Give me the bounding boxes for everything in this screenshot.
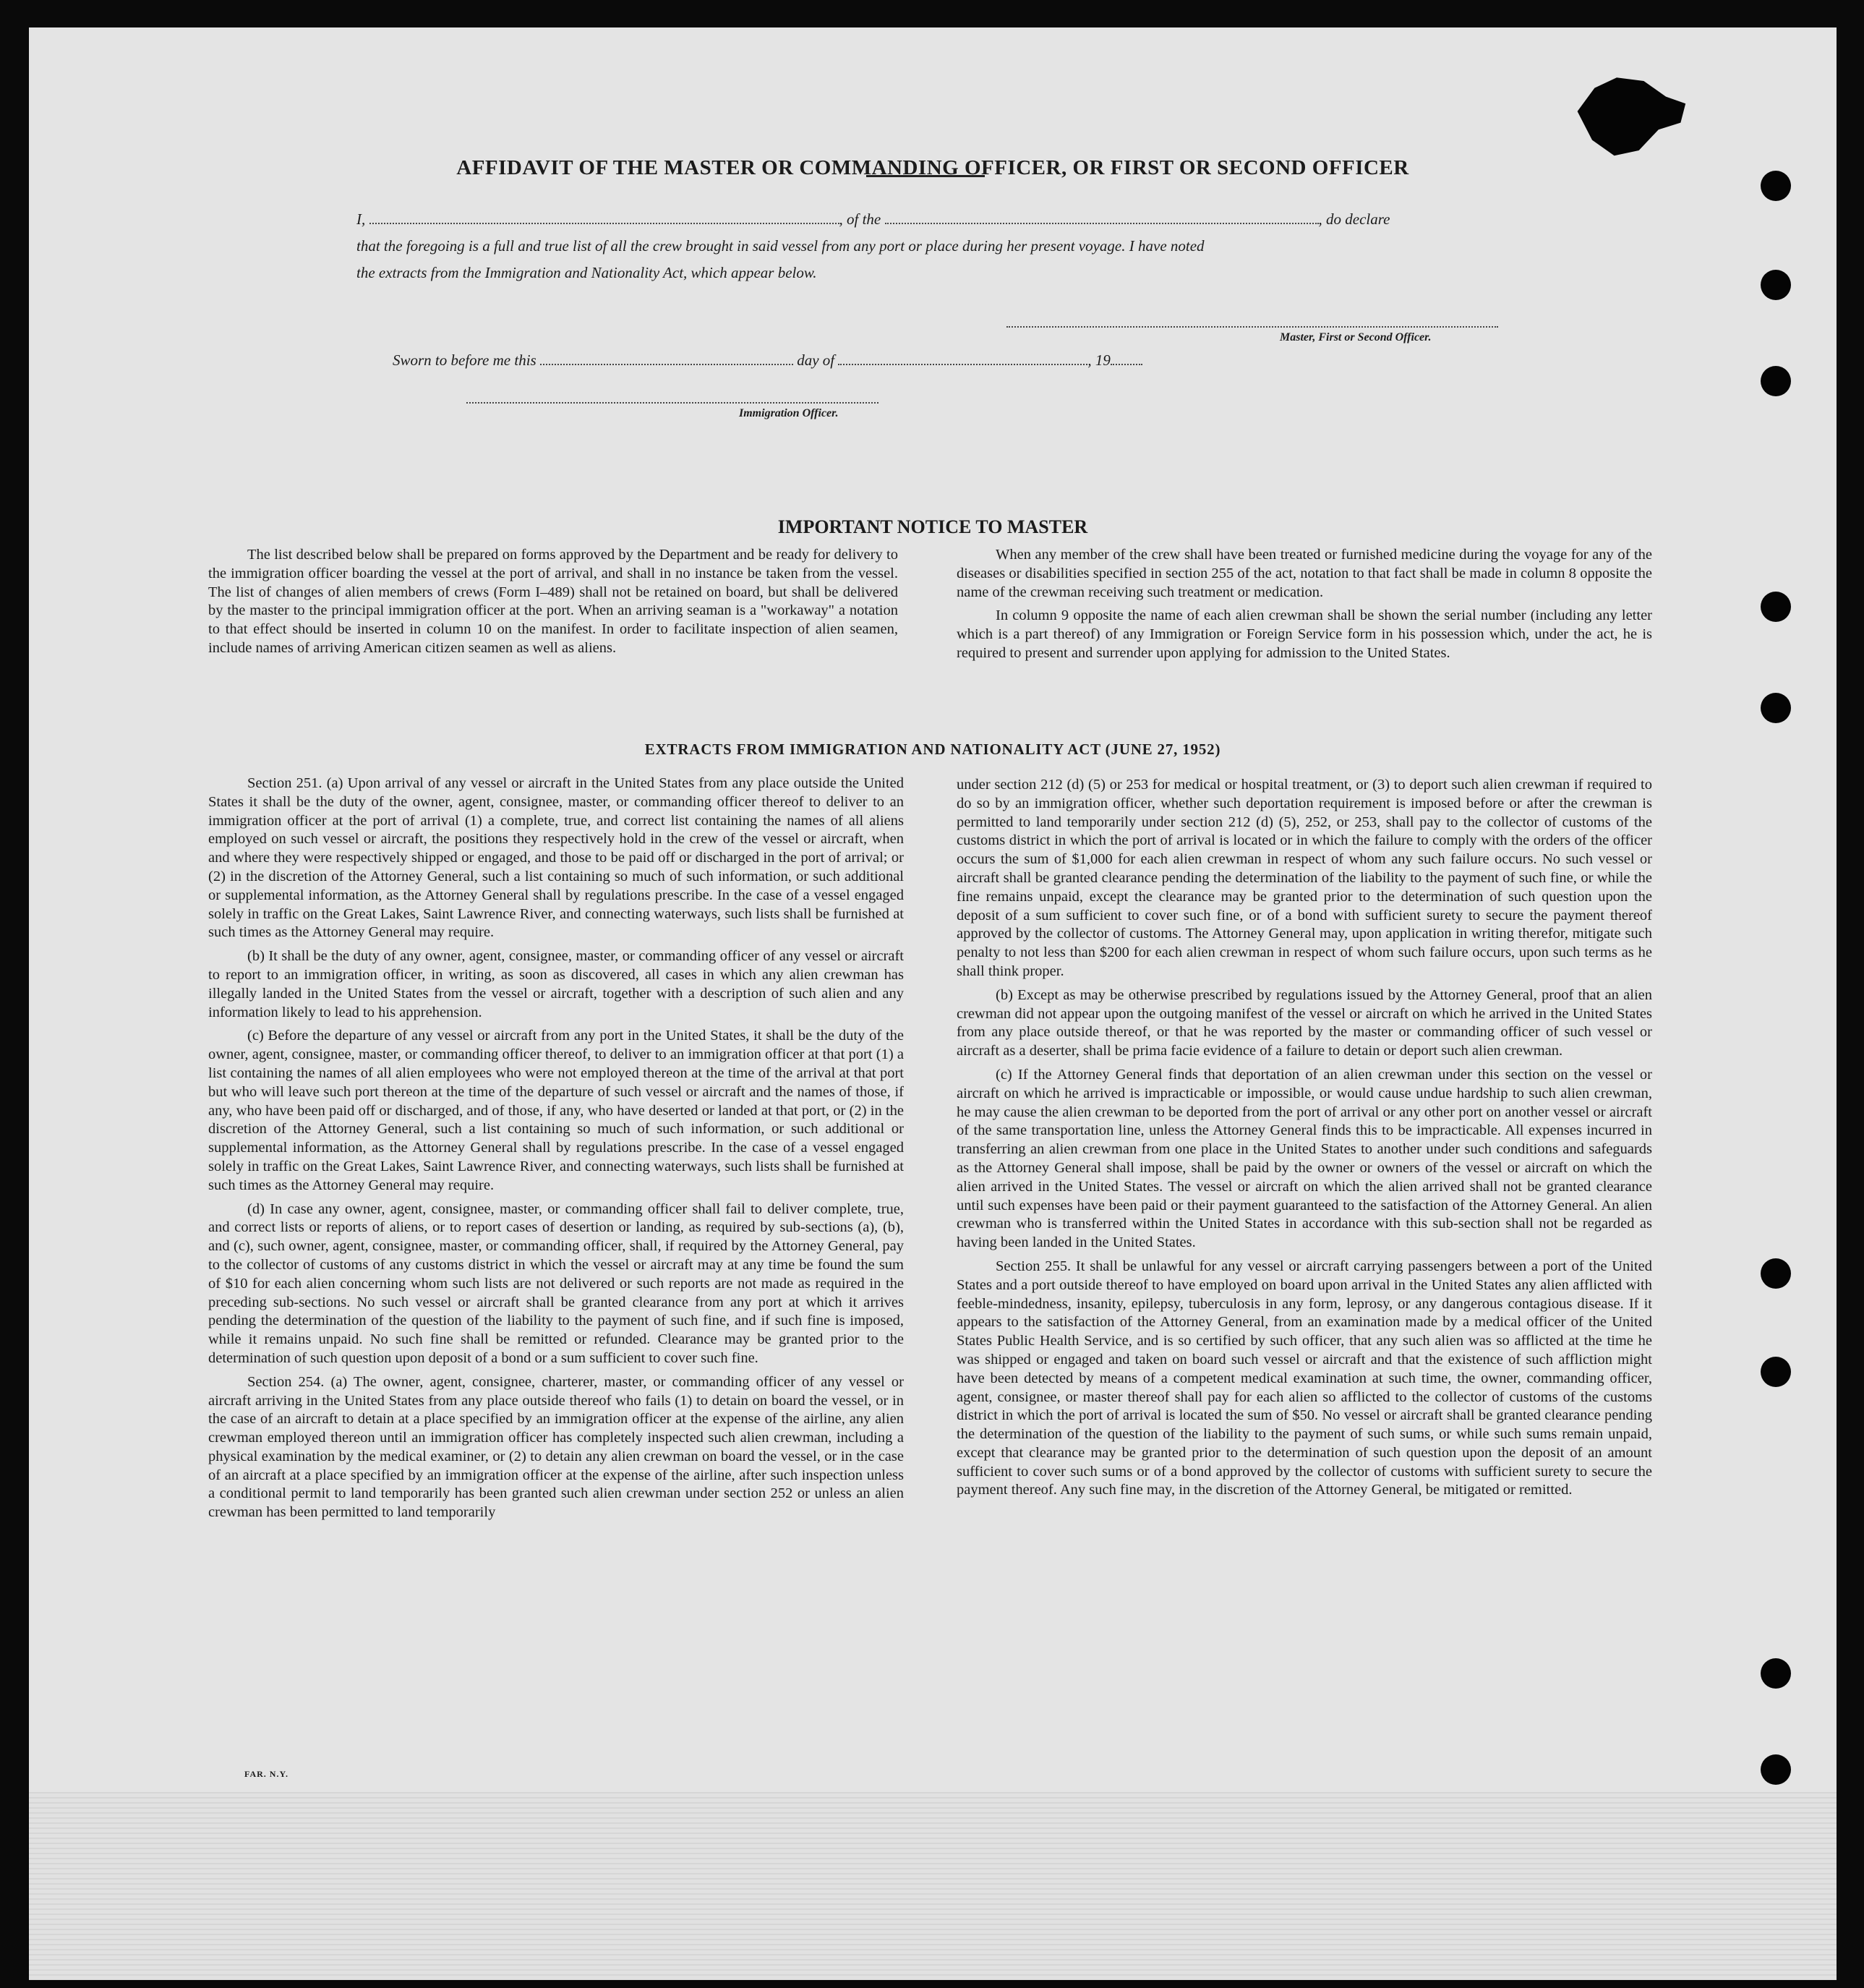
i-label: I, xyxy=(356,210,366,228)
notice-right xyxy=(957,546,1652,668)
sworn-label: Sworn to before me this xyxy=(393,351,536,369)
master-signature-line[interactable] xyxy=(1006,326,1498,328)
extract-paragraph: (d) In case any owner, agent, consignee, master, or commanding officer shall fail to deliver complete, true, and correct lists or reports of aliens, or to report cases of desertion or landing, as required by sub-sections (a), (b), and (c), such owner, agent, consignee, master, or commanding officer, shall, if required by the Attorney General, pay to the collector of customs of any customs district in which the vessel or aircraft may at any time be found the sum of $10 for each alien concerning whom such lists are not delivered or such reports are not made as required in the preceding sub-sections. No such vessel or aircraft shall be granted clearance from any port at which it arrives pending the determination of the question of the liability to the payment of such fine, and if such fine is imposed, while it remains unpaid. No such fine shall be remitted or refunded. Clearance may be granted prior to the determination of such question upon deposit of a bond or a sum sufficient to cover such fine. xyxy=(208,1200,904,1366)
officer-caption: Immigration Officer. xyxy=(739,407,839,419)
sworn-day-field[interactable] xyxy=(540,351,793,365)
extracts-title: EXTRACTS FROM IMMIGRATION AND NATIONALITY ACT (JUNE 27, 1952) xyxy=(644,741,1221,758)
extracts-right xyxy=(957,776,1652,1505)
notice-paragraph: The list described below shall be prepared on forms approved by the Department and be ready for delivery to the immigration officer boarding the vessel at the port of arrival, and shall in no instance be taken from the vessel. The list of changes of alien members of crews (Form I–489) shall not be retained on board, but shall be delivered by the master to the principal immigration officer at the port. When an arriving seaman is a "workaway" a notation to that effect should be inserted in column 10 on the manifest. In order to facilitate inspection of alien seamen, include names of arriving American citizen seamen as well as aliens. xyxy=(208,547,898,656)
sworn-month-field[interactable] xyxy=(838,351,1087,365)
do-declare-label: , do declare xyxy=(1318,210,1390,228)
punch-hole xyxy=(1761,1658,1791,1689)
year-label: , 19 xyxy=(1087,351,1111,369)
extract-paragraph: under section 212 (d) (5) or 253 for medical or hospital treatment, or (3) to deport such alien crewman if required to do so by an immigration officer, whether such deportation requirement is imposed before or after the crewman is permitted to land temporarily under section 212 (d) (5), 252, or 253, shall pay to the collector of customs of the customs district in which the port of arrival is located or in which the failure to comply with the orders of the officer occurs the sum of $1,000 for each alien crewman in respect of whom any such failure occurs. No such vessel or aircraft shall be granted clearance pending the determination of the liability to the payment of such fine, or while the fine remains unpaid, except the clearance may be granted prior to the determination of such question upon the deposit of a sum sufficient to cover such fine, or of a bond with sufficient surety to secure the payment thereof approved by the collector of customs. The Attorney General may, upon application in writing therefor, mitigate such penalty to not less than $200 for each alien crewman in respect of whom such failure occurs, upon such terms as he shall think proper. xyxy=(957,777,1652,979)
title-rule xyxy=(866,175,985,177)
punch-hole xyxy=(1761,1357,1791,1387)
affidavit-title: AFFIDAVIT OF THE MASTER OR COMMANDING OFFICER, OR FIRST OR SECOND OFFICER xyxy=(456,156,1409,179)
punch-hole xyxy=(1761,693,1791,723)
extract-paragraph: (b) Except as may be otherwise prescribed by regulations issued by the Attorney General, proof that an alien crewman did not appear upon the outgoing manifest of the vessel or aircraft on which he arrived in the United States from any place outside thereof, or that he was reported by the master or commanding officer of such vessel or aircraft as a deserter, shall be prima facie evidence of a failure to detain or deport such alien crewman. xyxy=(957,986,1652,1059)
extracts-left xyxy=(208,775,904,1527)
of-the-label: , of the xyxy=(839,210,881,228)
day-of-label: day of xyxy=(797,351,835,369)
punch-hole xyxy=(1761,1754,1791,1785)
declaration-line-2: that the foregoing is a full and true list of all the crew brought in said vessel from any port or place during her present voyage. I have noted xyxy=(356,237,1205,255)
punch-hole xyxy=(1761,366,1791,396)
form-page xyxy=(29,27,1837,1980)
notice-title: IMPORTANT NOTICE TO MASTER xyxy=(777,516,1088,537)
declare-line xyxy=(356,210,1390,229)
scan-streak xyxy=(29,1792,1837,1980)
notice-paragraph: In column 9 opposite the name of each alien crewman shall be shown the serial number (including any letter which is a part thereof) of any Immigration or Foreign Service form in his possession which, under the act, he is required to present and surrender upon applying for admission to the United States. xyxy=(957,607,1652,661)
vessel-field[interactable] xyxy=(885,210,1319,224)
extract-paragraph: (b) It shall be the duty of any owner, agent, consignee, master, or commanding officer of any vessel or aircraft to report to an immigration officer, in writing, as soon as discovered, all cases in which any alien crewman has illegally landed in the United States from the vessel or aircraft, together with a description of such alien and any information likely to lead to his apprehension. xyxy=(208,948,904,1020)
punch-hole xyxy=(1761,270,1791,300)
sworn-line xyxy=(393,351,1142,370)
extract-paragraph: (c) Before the departure of any vessel or aircraft from any port in the United States, it shall be the duty of the owner, agent, consignee, master, or commanding officer thereof, to deliver to an immigration officer at that port (1) a list containing the names of all alien employees who were not employed thereon at the time of the arrival at that port but who will leave such port thereon at the time of the departure of such vessel or aircraft and the names of those, if any, who have been paid off or discharged, and of those, if any, who have deserted or landed at that port, or (2) in the discretion of the Attorney General, such a list containing so much of such information, or such additional or supplemental information, as the Attorney General shall by regulations prescribe. In the case of a vessel engaged solely in traffic on the Great Lakes, Saint Lawrence River, and connecting waterways, such lists shall be furnished at such times as the Attorney General may require. xyxy=(208,1028,904,1193)
printer-mark: FAR. N.Y. xyxy=(244,1769,289,1779)
extract-paragraph: Section 255. It shall be unlawful for any vessel or aircraft carrying passengers between a port of the United States and a port outside thereof to have employed on board upon arrival in the United States any alien afflicted with feeble-mindedness, insanity, epilepsy, tuberculosis in any form, leprosy, or any dangerous contagious disease. If it appears to the satisfaction of the Attorney General, from an examination made by a medical officer of the United States Public Health Service, and is so certified by such officer, that any such alien was so afflicted at the time he was shipped or engaged and taken on board such vessel or aircraft and that the existence of such affliction might have been detected by means of a competent medical examination at such time, the owner, commanding officer, agent, consignee, or master thereof shall pay for each alien so afflicted to the collector of customs of the customs district in which the port of arrival is located the sum of $50. No vessel or aircraft shall be granted clearance pending the determination of the question of the liability to the payment of such sums, or while such sums remain unpaid, except that clearance may be granted prior to the determination of such question upon the deposit of an amount sufficient to cover such sums or of a bond approved by the collector of customs with sufficient surety to secure the payment thereof. Any such fine may, in the discretion of the Attorney General, be mitigated or remitted. xyxy=(957,1258,1652,1498)
declaration-line-3: the extracts from the Immigration and Nationality Act, which appear below. xyxy=(356,264,817,281)
punch-hole xyxy=(1761,592,1791,622)
torn-corner xyxy=(1568,72,1690,159)
master-caption: Master, First or Second Officer. xyxy=(1280,331,1432,344)
sworn-year-field[interactable] xyxy=(1111,351,1142,365)
notice-paragraph: When any member of the crew shall have been treated or furnished medicine during the voyage for any of the diseases or disabilities specified in section 255 of the act, notation to that fact shall be made in column 8 opposite the name of the crewman receiving such treatment or medication. xyxy=(957,547,1652,600)
name-field[interactable] xyxy=(369,210,839,224)
officer-signature-line[interactable] xyxy=(466,402,878,404)
extract-paragraph: (c) If the Attorney General finds that deportation of an alien crewman under this section on the vessel or aircraft on which he arrived is impracticable or impossible, or would cause undue hardship to such alien crewman, he may cause the alien crewman to be deported from the port of arrival or any other port on another vessel or aircraft of the same transportation line, unless the Attorney General finds this to be impracticable. All expenses incurred in transferring an alien crewman from one place in the United States to another under such conditions and safeguards as the Attorney General shall impose, shall be paid by the owner or owners of the vessel or aircraft on which the alien arrived in the United States. The vessel or aircraft on which the alien arrived shall not be granted clearance until such expenses have been paid or their payment guaranteed to the satisfaction of the Attorney General. An alien crewman who is transferred within the United States in accordance with this sub-section shall not be regarded as having been landed in the United States. xyxy=(957,1066,1652,1251)
punch-hole xyxy=(1761,1258,1791,1289)
extract-paragraph: Section 251. (a) Upon arrival of any vessel or aircraft in the United States from any place outside the United States it shall be the duty of the owner, agent, consignee, master, or commanding officer thereof to deliver to an immigration officer at the port of arrival (1) a complete, true, and correct list containing the names of all aliens employed on such vessel or aircraft, the positions they respectively hold in the crew of the vessel or aircraft, when and where they were respectively shipped or engaged, and those to be paid off or discharged in the port of arrival; or (2) in the discretion of the Attorney General, such a list containing so much of such information, or such additional or supplemental information, as the Attorney General shall by regulations prescribe. In the case of a vessel engaged solely in traffic on the Great Lakes, Saint Lawrence River, and connecting waterways, such lists shall be furnished at such times as the Attorney General may require. xyxy=(208,775,904,941)
notice-left xyxy=(208,546,898,663)
extract-paragraph: Section 254. (a) The owner, agent, consignee, charterer, master, or commanding officer of any vessel or aircraft arriving in the United States from any place outside thereof who fails (1) to detain on board the vessel, or in the case of an aircraft to detain at a place specified by an immigration officer at the expense of the airline, any alien crewman employed thereon until an immigration officer has completely inspected such alien crewman, including a physical examination by the medical examiner, or (2) to detain any alien crewman on board the vessel, or in the case of an aircraft at a place specified by an immigration officer at the expense of the airline, after such inspection unless a conditional permit to land temporarily has been granted such alien crewman under section 252 or unless an alien crewman has been permitted to land temporarily xyxy=(208,1373,904,1521)
